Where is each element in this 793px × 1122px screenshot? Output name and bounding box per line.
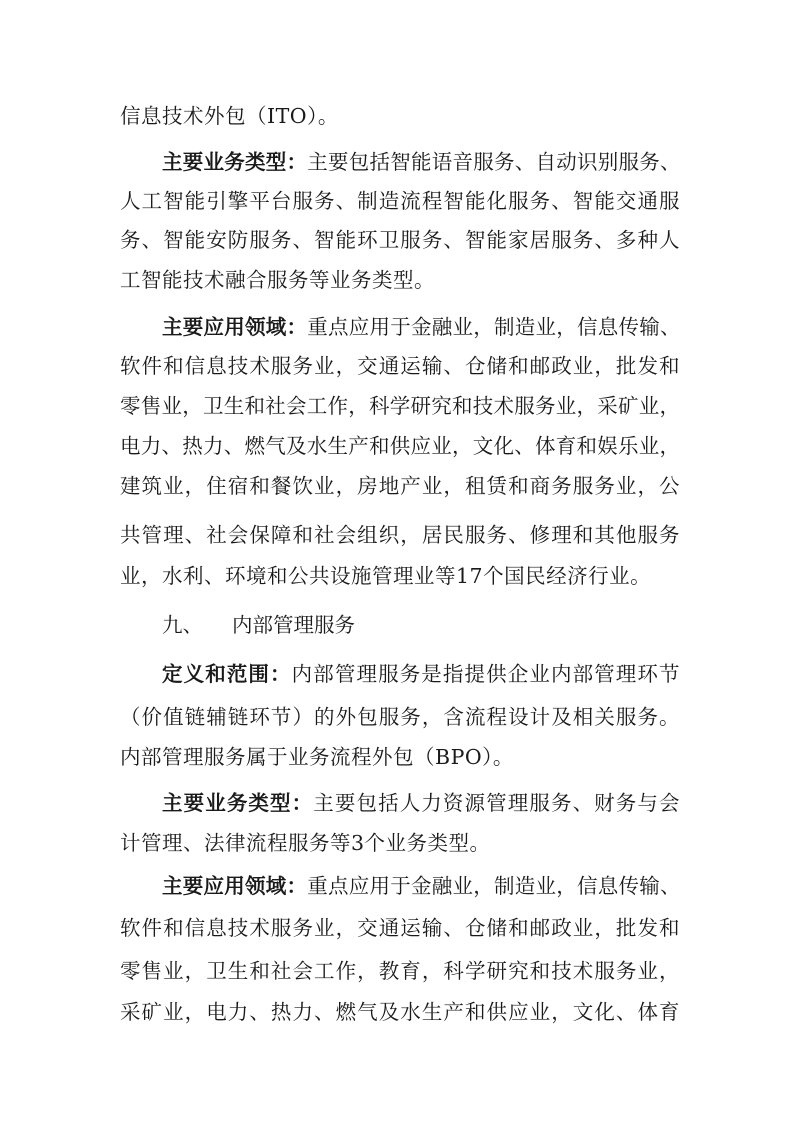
paragraph-line: 内部管理服务属于业务流程外包（BPO）。 — [120, 745, 514, 769]
paragraph-first-line — [162, 313, 680, 341]
paragraph-line: 业，水利、环境和公共设施管理业等17个国民经济行业。 — [120, 564, 652, 588]
paragraph-first-line — [162, 789, 680, 817]
paragraph-line: （价值链辅链环节）的外包服务，含流程设计及相关服务。 — [120, 705, 680, 729]
paragraph-line: 零售业，卫生和社会工作，科学研究和技术服务业，采矿业， — [120, 394, 681, 418]
paragraph-line: 信息技术外包（ITO）。 — [120, 104, 339, 128]
paragraph-label: 主要业务类型： — [162, 791, 314, 815]
paragraph-label: 定义和范围： — [162, 662, 292, 686]
paragraph-text: 主要包括智能语音服务、自动识别服务、 — [307, 150, 681, 174]
section-title: 内部管理服务 — [232, 613, 355, 637]
paragraph-line: 建筑业，住宿和餐饮业，房地产业，租赁和商务服务业，公 — [120, 474, 680, 498]
paragraph-text: 主要包括人力资源管理服务、财务与会 — [313, 791, 681, 815]
paragraph-first-line — [162, 660, 680, 688]
section-number: 九、 — [162, 613, 203, 637]
paragraph-label: 主要应用领域： — [162, 874, 308, 898]
paragraph-first-line — [162, 872, 680, 900]
paragraph-line: 务、智能安防服务、智能环卫服务、智能家居服务、多种人 — [120, 228, 680, 252]
paragraph-line: 零售业，卫生和社会工作，教育，科学研究和技术服务业， — [120, 959, 680, 983]
paragraph-label: 主要应用领域： — [162, 315, 308, 339]
paragraph-line: 电力、热力、燃气及水生产和供应业，文化、体育和娱乐业， — [120, 434, 681, 458]
paragraph-line: 软件和信息技术服务业，交通运输、仓储和邮政业，批发和 — [120, 916, 680, 940]
paragraph-line: 计管理、法律流程服务等3个业务类型。 — [120, 831, 491, 855]
paragraph-first-line — [162, 148, 680, 176]
paragraph-text: 重点应用于金融业，制造业，信息传输、 — [307, 315, 681, 339]
paragraph-text: 内部管理服务是指提供企业内部管理环节 — [291, 662, 681, 686]
paragraph-label: 主要业务类型： — [162, 150, 308, 174]
paragraph-text: 重点应用于金融业，制造业，信息传输、 — [307, 874, 681, 898]
paragraph-line: 软件和信息技术服务业，交通运输、仓储和邮政业，批发和 — [120, 354, 680, 378]
paragraph-line: 工智能技术融合服务等业务类型。 — [120, 268, 435, 292]
paragraph-line: 共管理、社会保障和社会组织，居民服务、修理和其他服务 — [120, 523, 680, 547]
paragraph-line: 采矿业，电力、热力、燃气及水生产和供应业，文化、体育 — [120, 1000, 680, 1024]
paragraph-line: 人工智能引擎平台服务、制造流程智能化服务、智能交通服 — [120, 189, 680, 213]
